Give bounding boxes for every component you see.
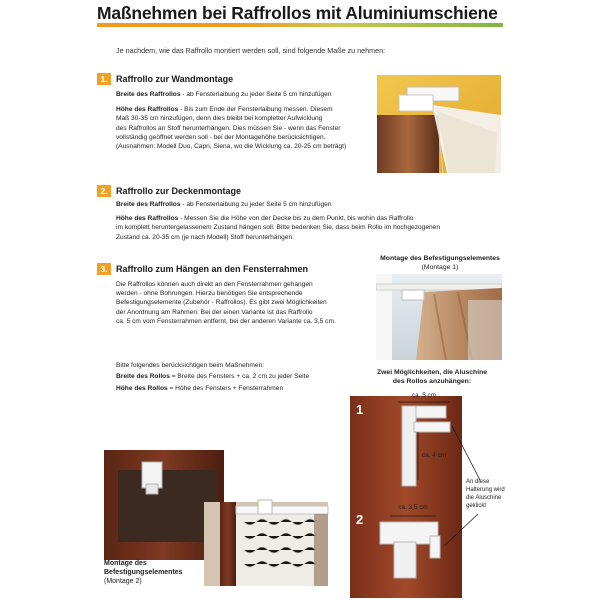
section-1-width-text: - ab Fensterlaibung zu jeder Seite 5 cm hinzufügen (180, 91, 332, 98)
notes-height-label: Höhe des Rollos (116, 385, 168, 393)
section-2-height-label: Höhe des Raffrollos (116, 215, 179, 223)
option-2-label: 2 (356, 512, 364, 527)
notes-width-label: Breite des Rollos (116, 373, 170, 381)
section-1-number: 1. (97, 73, 111, 85)
montage-2-caption (104, 559, 214, 586)
note-line: geklickt (466, 503, 487, 509)
section-1-height-line: (Ausnahmen: Modell Duo, Capri, Siena, wo die Wicklung ca. 20-25 cm beträgt) (116, 143, 347, 151)
dimension-vertical: ca. 4 cm (422, 452, 447, 459)
section-3-line: ca. 5 cm vom Fensterrahmen entfernt, bei der anderen Variante ca. 3,5 cm. (116, 317, 336, 325)
caption-line: Zwei Möglichkeiten, die Aluschine (376, 369, 488, 376)
section-2-width-text: - ab Fensterlaibung zu jeder Seite 5 cm hinzufügen (180, 201, 332, 208)
hanging-options-diagram (350, 392, 510, 598)
intro-text: Je nachdem, wie das Raffrollo montiert werden soll, sind folgende Maße zu nehmen: (116, 46, 386, 55)
caption-line: (Montage 1) (421, 264, 459, 271)
section-2-title: Raffrollo zur Deckenmontage (116, 186, 242, 196)
section-3-line: Die Raffrollos können auch direkt an den Fensterrahmen gehangen (116, 281, 313, 288)
section-2-height-line: - Messen Sie die Höhe von der Decke bis zu dem Punkt, bis wohin das Raffrollo (178, 215, 414, 223)
section-1-height-line: vollständig geöffnet werden soll - bei der Montagehöhe berücksichtigen. (116, 133, 326, 141)
section-2-width-label: Breite des Raffrollos (116, 201, 181, 208)
section-3-line: Befestigungselemente (Zubehör - Raffrollos). Es gibt zwei Möglichkeiten (116, 299, 327, 307)
note-line: die Aluschine (466, 495, 502, 501)
notes-intro: Bitte folgendes berücksichtigen beim Maßnehmen: (116, 362, 265, 369)
notes-height-text: = Höhe des Fensters + Fensterrahmen (167, 385, 284, 393)
montage-1-photo (376, 274, 502, 360)
caption-line: Befestigungselementes (104, 569, 183, 576)
caption-line: (Montage 2) (104, 578, 142, 585)
section-2-height-line: im komplett heruntergelassenem Zustand hängen soll. Bitte bedenken Sie, dass beim Rollo im hochgezogenen (116, 224, 441, 232)
dimension-top: ca. 5 cm (411, 392, 437, 399)
wall-mount-photo (377, 75, 501, 173)
note-line: Halterung wird (466, 487, 505, 493)
section-1-height-label: Höhe des Raffrollos (116, 106, 179, 114)
section-3-line: der Anordnung am Rahmen: Bei der einen Variante ist das Raffrollo (116, 308, 313, 316)
caption-line: Montage des Befestigungselementes (380, 255, 500, 262)
option-1-label: 1 (356, 402, 364, 417)
page-title: Maßnehmen bei Raffrollos mit Aluminiumschiene (97, 3, 498, 23)
caption-line: Montage des (104, 560, 147, 567)
caption-line: des Rollos anzuhängen: (392, 378, 472, 385)
montage-1-caption (365, 254, 515, 272)
section-2-height-line: Zustand ca. 20-35 cm (je nach Modell) Stoff herunterhängen. (116, 233, 295, 241)
section-3-body (116, 280, 381, 326)
section-3-number: 3. (97, 263, 111, 275)
section-1-height-line: des Raffrollos an Stoff herunterhängen. Dies müssen Sie - wenn das Fenster (116, 124, 341, 132)
section-1-height-line: Maß 30-35 cm hinzufügen, denn dies bleibt bei kompletter Aufwicklung (116, 115, 323, 123)
section-1-height-line: - Bis zum Ende der Fensterlaibung messen. Diesem (178, 106, 333, 114)
note-line: An diese (466, 479, 490, 485)
title-underline (97, 23, 503, 27)
measurement-notes (116, 361, 356, 394)
options-caption (352, 368, 512, 386)
section-1-body (116, 90, 376, 151)
section-3-title: Raffrollo zum Hängen an den Fensterrahmen (116, 264, 309, 274)
section-3-line: werden - ohne Bohrungen. Hierzu benötigen Sie entsprechende (116, 290, 303, 298)
section-2-body (116, 200, 506, 242)
notes-width-text: = Breite des Fensters + ca. 2 cm zu jeder Seite (169, 373, 310, 381)
dimension-bottom: ca. 3,5 cm (398, 504, 428, 511)
section-1-width-label: Breite des Raffrollos (116, 91, 181, 98)
section-1-title: Raffrollo zur Wandmontage (116, 74, 234, 84)
section-2-number: 2. (97, 185, 111, 197)
bracket-note (466, 478, 510, 510)
